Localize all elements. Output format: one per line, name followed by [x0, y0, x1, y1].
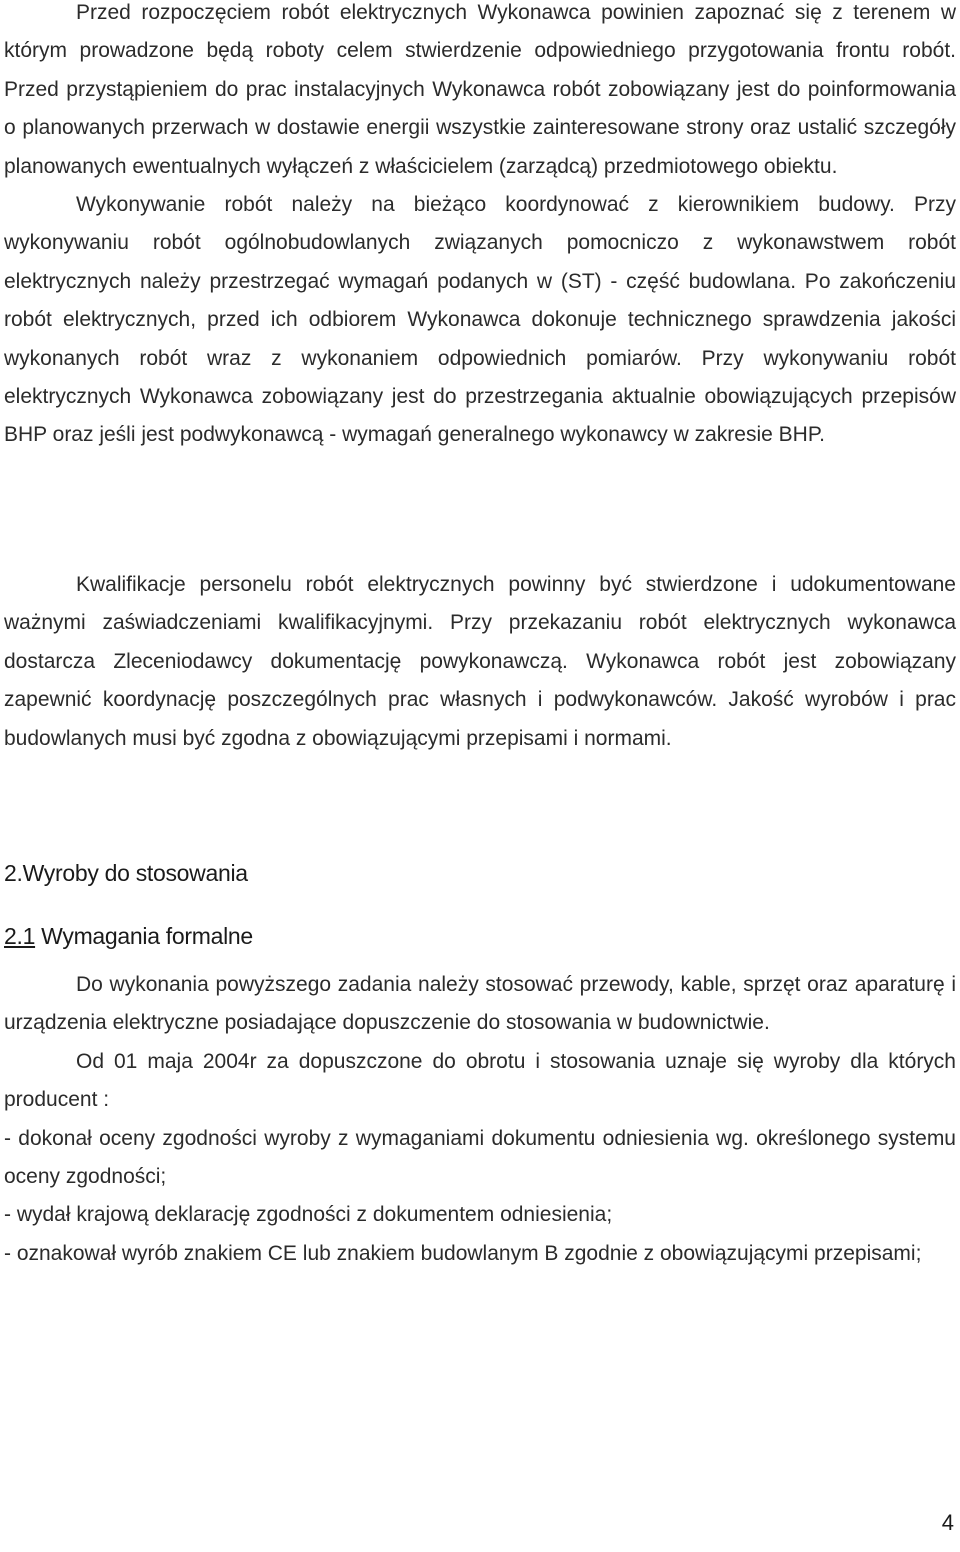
heading-title: Wymagania formalne [35, 923, 253, 949]
heading-number: 2.1 [4, 923, 36, 949]
paragraph-admission: Od 01 maja 2004r za dopuszczone do obrotu i stosowania uznaje się wyroby dla których producent : [4, 1049, 956, 1112]
section-formal-requirements [4, 966, 956, 1273]
paragraph-coordination: Wykonywanie robót należy na bieżąco koordynować z kierownikiem budowy. Przy wykonywaniu robót ogólnobudowlanych związanych pomocniczo z wykonawstwem robót elektrycznych należy przestrzegać wymagań podanych w (ST) - część budowlana. Po zakończeniu robót elektrycznych, przed ich odbiorem Wykonawca dokonuje technicznego sprawdzenia jakości wykonanych robót wraz z wykonaniem odpowiednich pomiarów. Przy wykonywaniu robót elektrycznych Wykonawca zobowiązany jest do przestrzegania aktualnie obowiązujących przepisów BHP oraz jeśli jest podwykonawcą - wymagań generalnego wykonawcy w zakresie BHP. [4, 193, 956, 447]
section-qualifications [4, 566, 956, 758]
heading-products: 2.Wyroby do stosowania [4, 860, 248, 886]
paragraph-preparation: Przed rozpoczęciem robót elektrycznych Wykonawca powinien zapoznać się z terenem w którym prowadzone będą roboty celem stwierdzenie odpowiedniego przygotowania frontu robót. Przed przystąpieniem do prac instalacyjnych Wykonawca robót zobowiązany jest do poinformowania o planowanych przerwach w dostawie energii wszystkie zainteresowane strony oraz ustalić szczegóły planowanych ewentualnych wyłączeń z właścicielem (zarządcą) przedmiotowego obiektu. [4, 1, 956, 178]
paragraph-approval: Do wykonania powyższego zadania należy stosować przewody, kable, sprzęt oraz aparaturę i urządzenia elektryczne posiadające dopuszczenie do stosowania w budownictwie. [4, 973, 956, 1035]
page-number: 4 [941, 1510, 954, 1535]
paragraph-qualifications: Kwalifikacje personelu robót elektrycznych powinny być stwierdzone i udokumentowane ważnymi zaświadczeniami kwalifikacyjnymi. Przy przekazaniu robót elektrycznych wykonawca dostarcza Zleceniodawcy dokumentację powykonawczą. Wykonawca robót jest zobowiązany zapewnić koordynację poszczególnych prac własnych i podwykonawców. Jakość wyrobów i prac budowlanych musi być zgodna z obowiązującymi przepisami i normami. [4, 573, 956, 750]
heading-formal-requirements [4, 923, 253, 950]
list-item: - wydał krajową deklarację zgodności z dokumentem odniesienia; [4, 1203, 613, 1227]
list-item: - oznakował wyrób znakiem CE lub znakiem budowlanym B zgodnie z obowiązującymi przepisami; [4, 1241, 922, 1265]
list-item: - dokonał oceny zgodności wyroby z wymaganiami dokumentu odniesienia wg. określonego systemu oceny zgodności; [4, 1126, 956, 1189]
section-intro [4, 0, 956, 455]
